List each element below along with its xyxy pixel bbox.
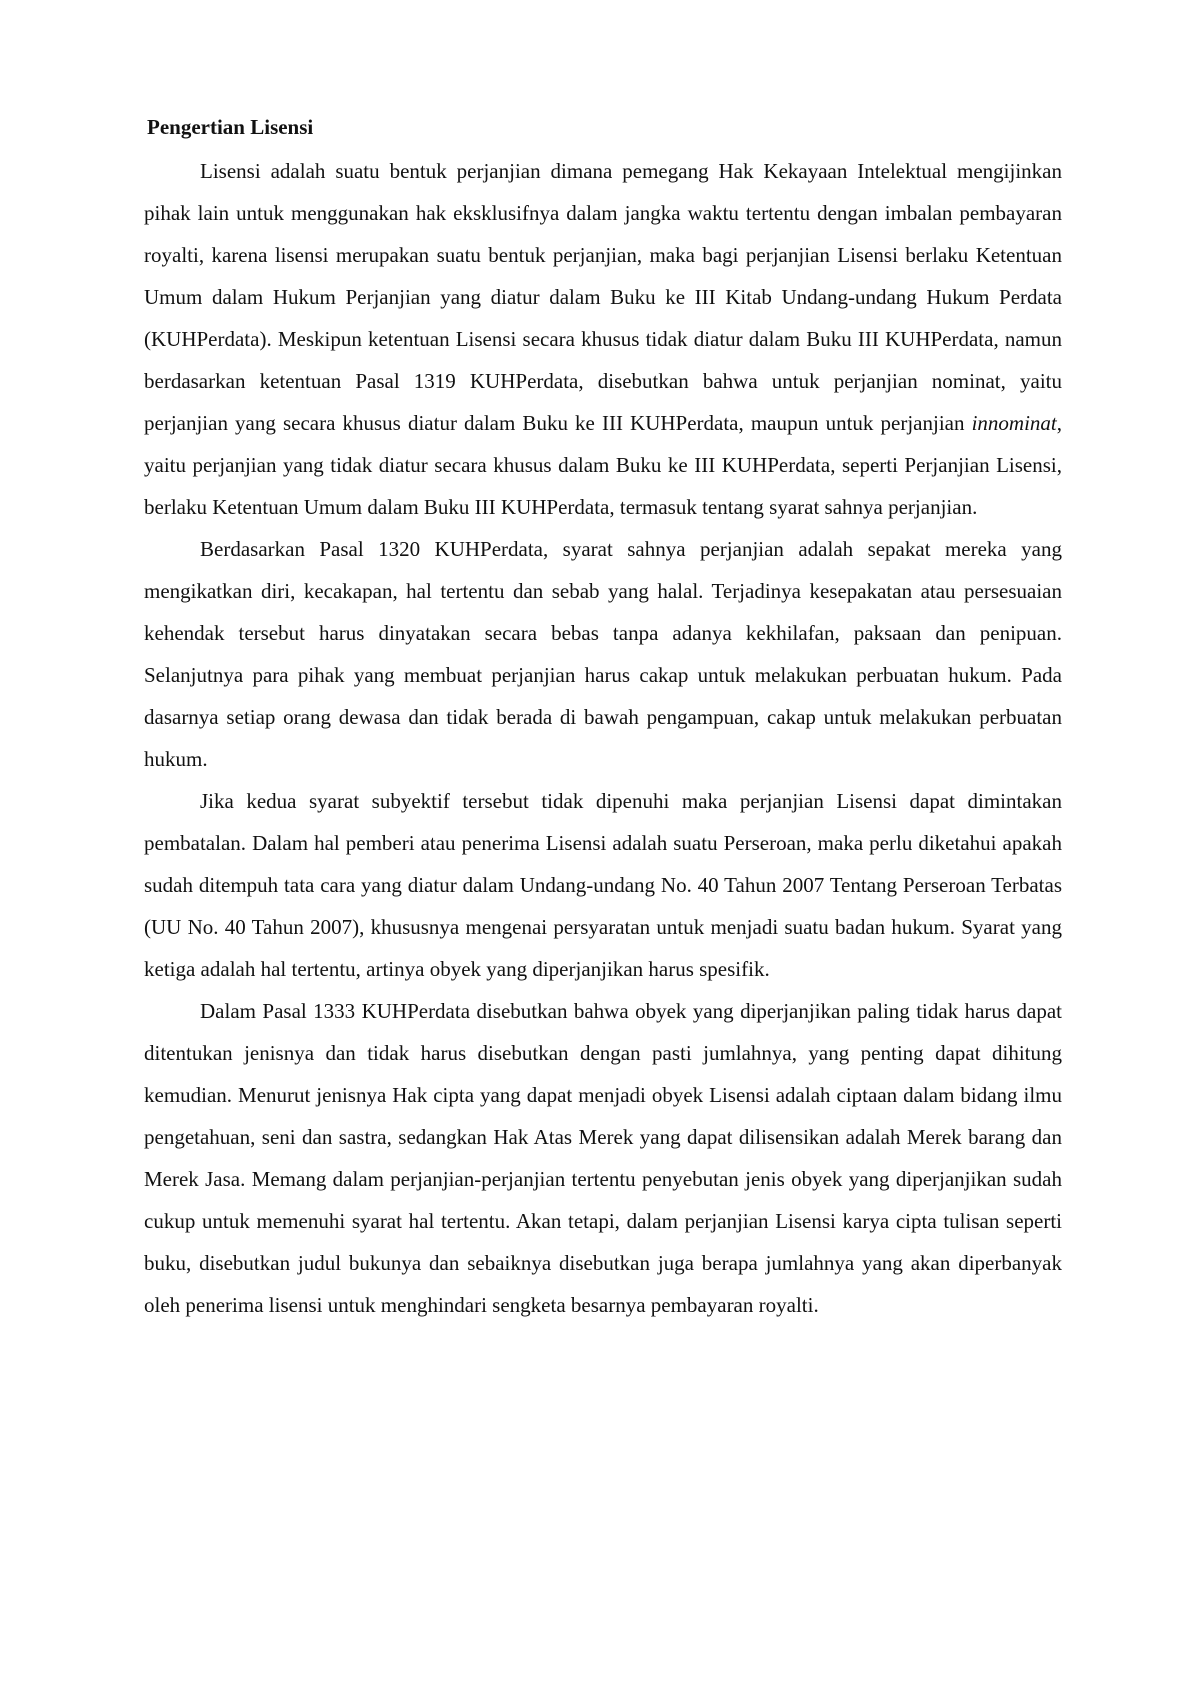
paragraph-text: , yaitu perjanjian yang tidak diatur secara khusus dalam Buku ke III KUHPerdata, seperti Perjanjian Lisensi, berlaku Ketentuan Umum dalam Buku III KUHPerdata, termasuk tentang syarat sahnya perjanjian.	[144, 411, 1062, 519]
paragraph-syarat-subyektif: Jika kedua syarat subyektif tersebut tidak dipenuhi maka perjanjian Lisensi dapat dimintakan pembatalan. Dalam hal pemberi atau penerima Lisensi adalah suatu Perseroan, maka perlu diketahui apakah sudah ditempuh tata cara yang diatur dalam Undang-undang No. 40 Tahun 2007 Tentang Perseroan Terbatas (UU No. 40 Tahun 2007), khususnya mengenai persyaratan untuk menjadi suatu badan hukum. Syarat yang ketiga adalah hal tertentu, artinya obyek yang diperjanjikan harus spesifik.	[144, 789, 1062, 981]
section-heading: Pengertian Lisensi	[147, 115, 314, 139]
paragraph-text: Lisensi adalah suatu bentuk perjanjian dimana pemegang Hak Kekayaan Intelektual mengijinkan pihak lain untuk menggunakan hak eksklusifnya dalam jangka waktu tertentu dengan imbalan pembayaran royalti, karena lisensi merupakan suatu bentuk perjanjian, maka bagi perjanjian Lisensi berlaku Ketentuan Umum dalam Hukum Perjanjian yang diatur dalam Buku ke III Kitab Undang-undang Hukum Perdata (KUHPerdata). Meskipun ketentuan Lisensi secara khusus tidak diatur dalam Buku III KUHPerdata, namun berdasarkan ketentuan Pasal 1319 KUHPerdata, disebutkan bahwa untuk perjanjian nominat, yaitu perjanjian yang secara khusus diatur dalam Buku ke III KUHPerdata, maupun untuk perjanjian	[144, 159, 1062, 435]
document-body	[144, 112, 1062, 1326]
italic-term: innominat	[971, 411, 1057, 435]
paragraph-pasal-1333: Dalam Pasal 1333 KUHPerdata disebutkan bahwa obyek yang diperjanjikan paling tidak harus dapat ditentukan jenisnya dan tidak harus disebutkan dengan pasti jumlahnya, yang penting dapat dihitung kemudian. Menurut jenisnya Hak cipta yang dapat menjadi obyek Lisensi adalah ciptaan dalam bidang ilmu pengetahuan, seni dan sastra, sedangkan Hak Atas Merek yang dapat dilisensikan adalah Merek barang dan Merek Jasa. Memang dalam perjanjian-perjanjian tertentu penyebutan jenis obyek yang diperjanjikan sudah cukup untuk memenuhi syarat hal tertentu. Akan tetapi, dalam perjanjian Lisensi karya cipta tulisan seperti buku, disebutkan judul bukunya dan sebaiknya disebutkan juga berapa jumlahnya yang akan diperbanyak oleh penerima lisensi untuk menghindari sengketa besarnya pembayaran royalti.	[144, 999, 1062, 1317]
paragraph-definition	[144, 150, 1062, 528]
paragraph-pasal-1320: Berdasarkan Pasal 1320 KUHPerdata, syarat sahnya perjanjian adalah sepakat mereka yang mengikatkan diri, kecakapan, hal tertentu dan sebab yang halal. Terjadinya kesepakatan atau persesuaian kehendak tersebut harus dinyatakan secara bebas tanpa adanya kekhilafan, paksaan dan penipuan. Selanjutnya para pihak yang membuat perjanjian harus cakap untuk melakukan perbuatan hukum. Pada dasarnya setiap orang dewasa dan tidak berada di bawah pengampuan, cakap untuk melakukan perbuatan hukum.	[144, 537, 1062, 771]
